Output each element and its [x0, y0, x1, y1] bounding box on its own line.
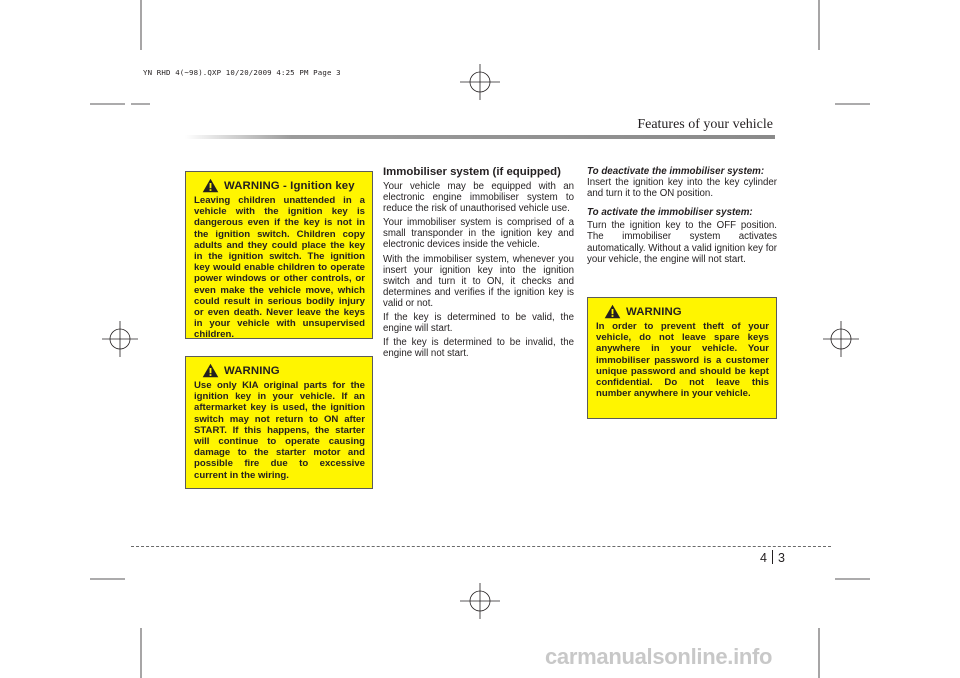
warning-header [202, 362, 365, 379]
page-number-value: 3 [777, 551, 785, 565]
section-heading: Immobiliser system (if equipped) [383, 166, 561, 178]
footer-rule [131, 546, 831, 547]
deactivate-text: Insert the ignition key into the key cylinder and turn it to the ON position. [587, 177, 777, 200]
warning-title: WARNING [224, 364, 280, 377]
warning-header [202, 177, 365, 194]
deactivate-heading: To deactivate the immobiliser system: [587, 166, 765, 177]
paragraph: With the immobiliser system, whenever you insert your ignition key into the ignition switch and turn it to ON, it checks and determines and verifies if the ignition key is valid or not. [383, 253, 574, 309]
chapter-number: 4 [760, 551, 767, 565]
registration-target-left [102, 321, 138, 357]
warning-triangle-icon [604, 304, 621, 319]
warning-title: WARNING [626, 305, 682, 318]
page-number-separator [772, 550, 773, 564]
warning-title: WARNING - Ignition key [224, 179, 355, 192]
paragraph: Your immobiliser system is comprised of a small transponder in the ignition key and electronic devices inside the vehicle. [383, 217, 574, 251]
warning-triangle-icon [202, 363, 219, 378]
warning-text: Leaving children unattended in a vehicle with the ignition key is dangerous even if the key is not in the ignition switch. Children copy adults and they could place the key in the ignition switch. The ignition key would enable children to operate power windows or other controls, or even make the vehicle move, which could result in serious bodily injury or even death. Never leave the keys in your vehicle with unsupervised children. [194, 195, 365, 341]
header-rule [185, 135, 775, 139]
immobiliser-section [383, 166, 574, 362]
warning-box-ignition-key [185, 171, 373, 339]
section-title: Features of your vehicle [637, 117, 773, 132]
paragraph: If the key is determined to be valid, the engine will start. [383, 312, 574, 335]
registration-target-bottom [460, 583, 500, 619]
registration-target-right [823, 321, 859, 357]
watermark: carmanualsonline.info [545, 644, 773, 669]
warning-header [604, 303, 769, 320]
paragraph: Your vehicle may be equipped with an electronic engine immobiliser system to reduce the risk of unauthorised vehicle use. [383, 181, 574, 215]
warning-box-original-parts [185, 356, 373, 489]
activate-heading: To activate the immobiliser system: [587, 207, 753, 219]
warning-triangle-icon [202, 178, 219, 193]
activate-text: Turn the ignition key to the OFF position. The immobiliser system activates automatically. Without a valid ignition key for your vehicle, the engine will not start. [587, 220, 777, 265]
immobiliser-instructions [587, 166, 777, 268]
page-number [760, 550, 785, 565]
warning-text: In order to prevent theft of your vehicle, do not leave spare keys anywhere in your vehicle. Your immobiliser password is a customer unique password and should be kept confidential. Do not leave this number anywhere in your vehicle. [596, 321, 769, 400]
registration-target-top [460, 64, 500, 100]
print-slug: YN RHD 4(~98).QXP 10/20/2009 4:25 PM Page 3 [143, 68, 341, 77]
warning-text: Use only KIA original parts for the ignition key in your vehicle. If an aftermarket key is used, the ignition switch may not return to ON after START. If this happens, the starter will continue to operate causing damage to the starter motor and possible fire due to excessive current in the wiring. [194, 380, 365, 481]
warning-box-immobiliser-password [587, 297, 777, 419]
paragraph: If the key is determined to be invalid, the engine will not start. [383, 337, 574, 360]
